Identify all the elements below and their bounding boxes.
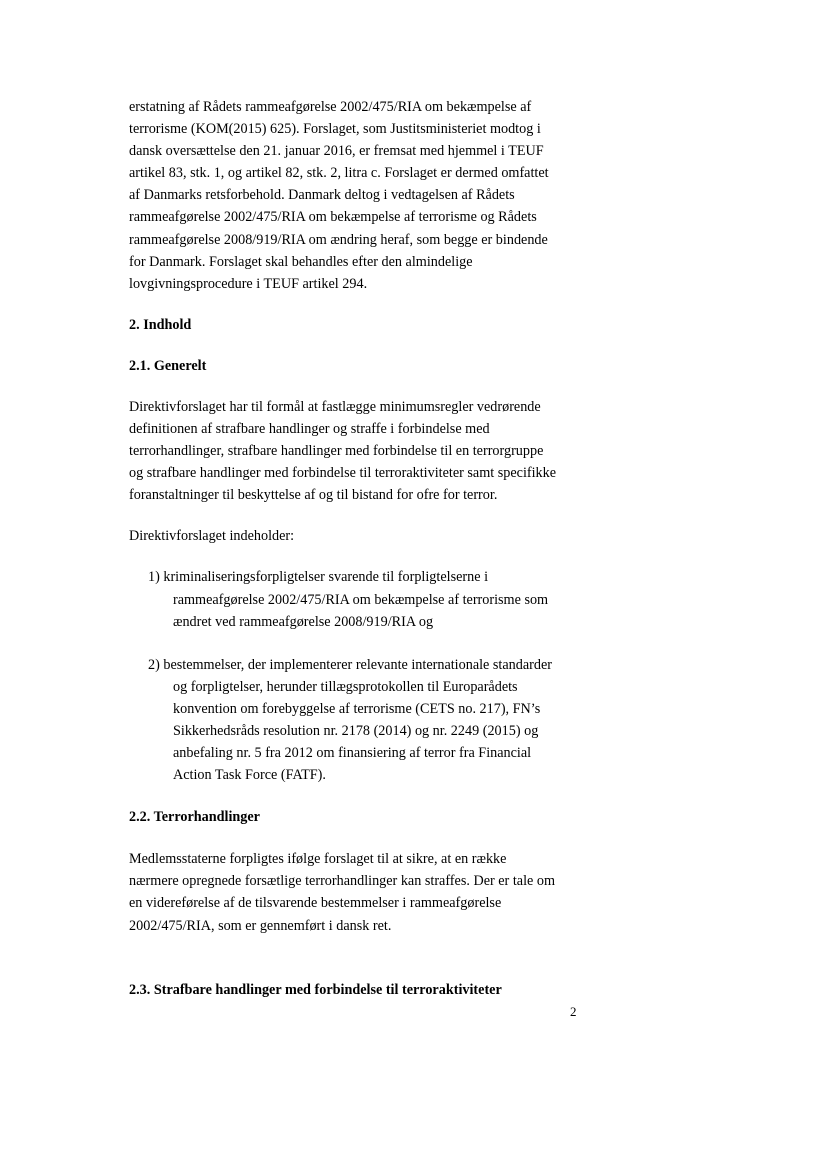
document-page	[129, 96, 559, 1001]
heading-terrorhandlinger: 2.2. Terrorhandlinger	[129, 809, 260, 826]
heading-generelt: 2.1. Generelt	[129, 357, 207, 374]
paragraph-terrorhandlinger: Medlemsstaterne forpligtes ifølge forslaget til at sikre, at en række nærmere opregnede forsætlige terrorhandlinger kan straffes. Der er tale om en videreførelse af de tilsvarende bestemmelser i rammeafgørelse 2002/475/RIA, som er gennemført i dansk ret.	[129, 851, 555, 934]
heading-strafbare-handlinger: 2.3. Strafbare handlinger med forbindelse til terroraktiviteter	[129, 981, 502, 998]
page-number: 2	[570, 1004, 577, 1019]
list-item: 1) kriminaliseringsforpligtelser svarende til forpligtelserne i rammeafgørelse 2002/475/RIA om bekæmpelse af terrorisme som ændret ved rammeafgørelse 2008/919/RIA og	[148, 569, 549, 630]
list-item: 2) bestemmelser, der implementerer relevante internationale standarder og forpligtelser, herunder tillægsprotokollen til Europarådets konvention om forebyggelse af terrorisme (CETS no. 217), FN’s Sikkerhedsråds resolution nr. 2178 (2014) og nr. 2249 (2015) og anbefaling nr. 5 fra 2012 om finansiering af terror fra Financial Action Task Force (FATF).	[148, 656, 552, 784]
paragraph-intro: Direktivforslaget indeholder:	[129, 528, 295, 545]
heading-indhold: 2. Indhold	[129, 316, 192, 333]
paragraph-generelt: Direktivforslaget har til formål at fastlægge minimumsregler vedrørende definitionen af strafbare handlinger og straffe i forbindelse med terrorhandlinger, strafbare handlinger med forbindelse til en terrorgruppe og strafbare handlinger med forbindelse til terroraktiviteter samt specifikke foranstaltninger til beskyttelse af og til bistand for ofre for terror.	[129, 398, 557, 504]
paragraph-legal-basis: erstatning af Rådets rammeafgørelse 2002/475/RIA om bekæmpelse af terrorisme (KOM(2015) 625). Forslaget, som Justitsministeriet modtog i dansk oversættelse den 21. januar 2016, er fremsat med hjemmel i TEUF artikel 83, stk. 1, og artikel 82, stk. 2, litra c. Forslaget er dermed omfattet af Danmarks retsforbehold. Danmark deltog i vedtagelsen af Rådets rammeafgørelse 2002/475/RIA om bekæmpelse af terrorisme og Rådets rammeafgørelse 2008/919/RIA om ændring heraf, som begge er bindende for Danmark. Forslaget skal behandles efter den almindelige lovgivningsprocedure i TEUF artikel 294.	[129, 99, 549, 292]
content-list	[129, 566, 559, 786]
